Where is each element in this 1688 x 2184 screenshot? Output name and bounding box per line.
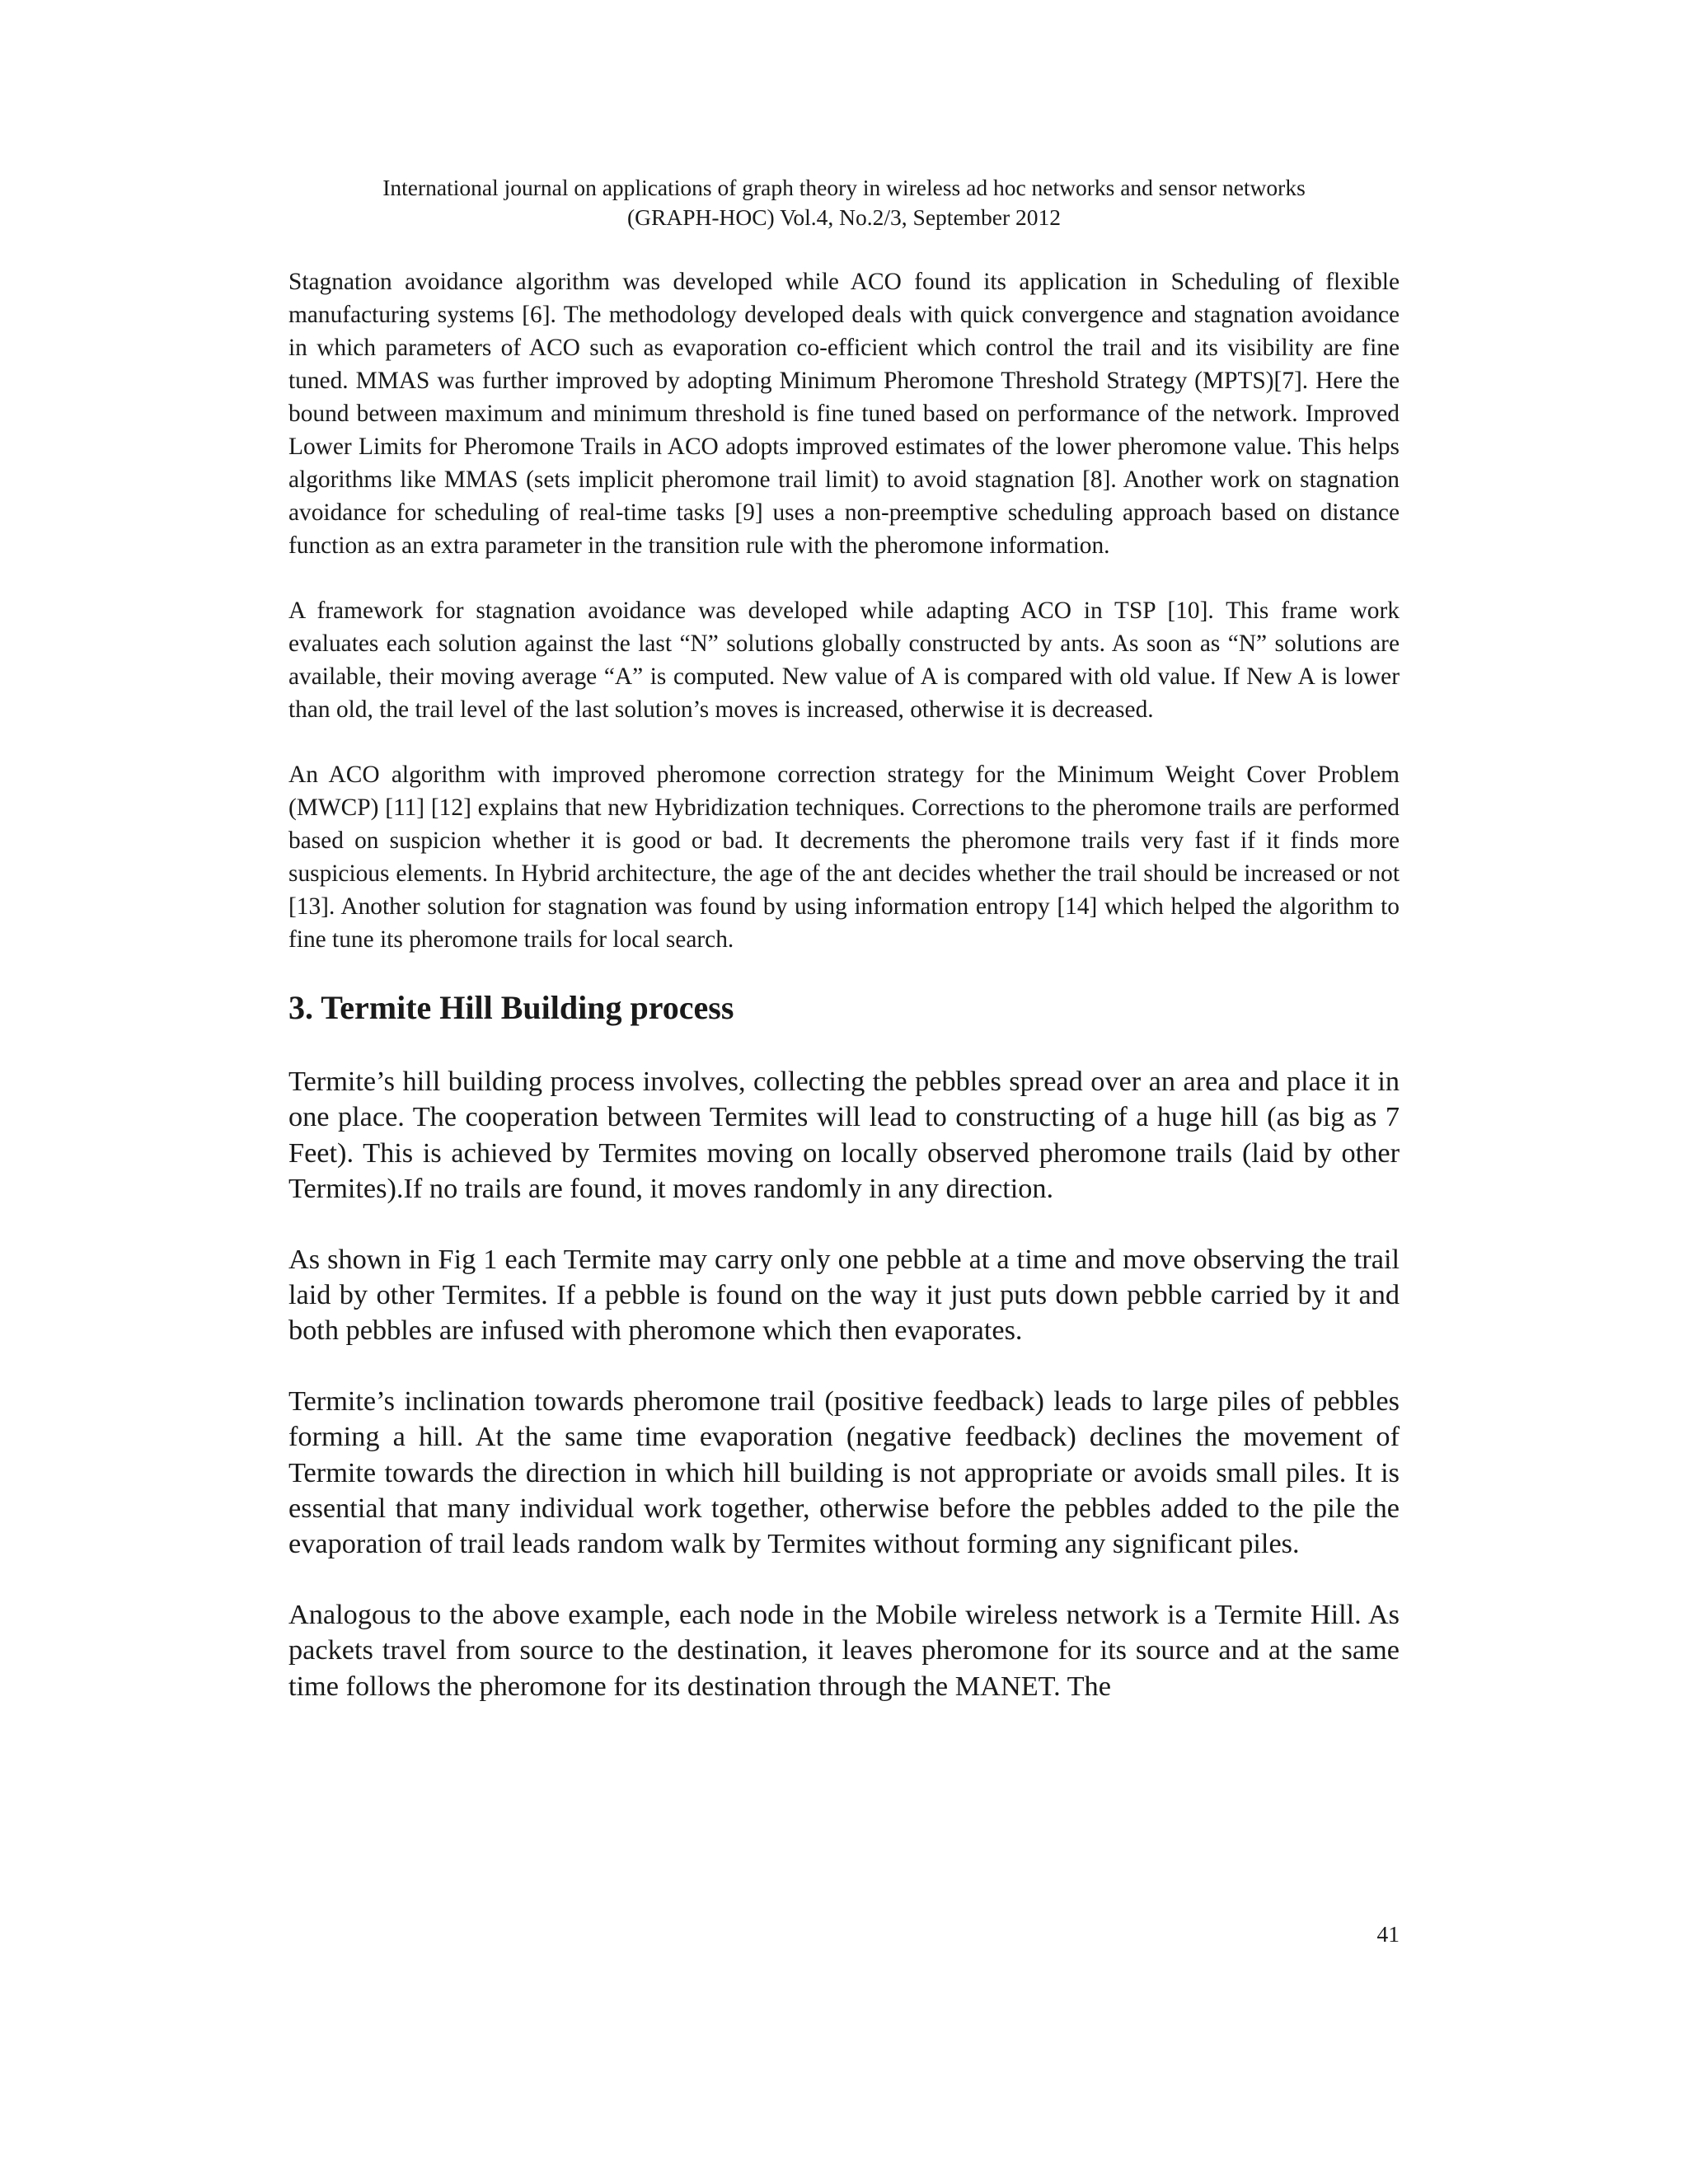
section-heading: 3. Termite Hill Building process	[288, 989, 734, 1026]
journal-issue: (GRAPH-HOC) Vol.4, No.2/3, September 2012	[626, 204, 1062, 230]
paragraph-stagnation-avoidance: Stagnation avoidance algorithm was developed while ACO found its application in Scheduling of flexible manufacturing systems [6]. The methodology developed deals with quick convergence and stagnation avoidance in which parameters of ACO such as evaporation co-efficient which control the trail and its visibility are fine tuned. MMAS was further improved by adopting Minimum Pheromone Threshold Strategy (MPTS)[7]. Here the bound between maximum and minimum threshold is fine tuned based on performance of the network. Improved Lower Limits for Pheromone Trails in ACO adopts improved estimates of the lower pheromone value. This helps algorithms like MMAS (sets implicit pheromone trail limit) to avoid stagnation [8]. Another work on stagnation avoidance for scheduling of real-time tasks [9] uses a non-preemptive scheduling approach based on distance function as an extra parameter in the transition rule with the pheromone information.	[288, 269, 1400, 559]
paragraph-hill-building: Termite’s hill building process involves, collecting the pebbles spread over an area and place it in one place. The cooperation between Termites will lead to constructing of a huge hill (as big as 7 Feet). This is achieved by Termites moving on locally observed pheromone trails (laid by other Termites).If no trails are found, it moves randomly in any direction.	[288, 1066, 1400, 1205]
paragraph-mwcp: An ACO algorithm with improved pheromone correction strategy for the Minimum Weight Cover Problem (MWCP) [11] [12] explains that new Hybridization techniques. Corrections to the pheromone trails are performed based on suspicion whether it is good or bad. It decrements the pheromone trails very fast if it finds more suspicious elements. In Hybrid architecture, the age of the ant decides whether the trail should be increased or not [13]. Another solution for stagnation was found by using information entropy [14] which helped the algorithm to fine tune its pheromone trails for local search.	[288, 762, 1400, 953]
paragraph-positive-negative-feedback: Termite’s inclination towards pheromone trail (positive feedback) leads to large piles of pebbles forming a hill. At the same time evaporation (negative feedback) declines the movement of Termite towards the direction in which hill building is not appropriate or avoids small piles. It is essential that many individual work together, otherwise before the pebbles added to the pile the evaporation of trail leads random walk by Termites without forming any significant piles.	[288, 1385, 1400, 1560]
paragraph-tsp-framework: A framework for stagnation avoidance was developed while adapting ACO in TSP [10]. This frame work evaluates each solution against the last “N” solutions globally constructed by ants. As soon as “N” solutions are available, their moving average “A” is computed. New value of A is compared with old value. If New A is lower than old, the trail level of the last solution’s moves is increased, otherwise it is decreased.	[288, 598, 1400, 723]
paragraph-manet-analogy: Analogous to the above example, each node in the Mobile wireless network is a Termite Hill. As packets travel from source to the destination, it leaves pheromone for its source and at the same time follows the pheromone for its destination through the MANET. The	[288, 1598, 1400, 1702]
page-number: 41	[1376, 1921, 1400, 1947]
body-content	[288, 265, 1400, 1739]
paragraph-fig1-pebbles: As shown in Fig 1 each Termite may carry only one pebble at a time and move observing the trail laid by other Termites. If a pebble is found on the way it just puts down pebble carried by it and both pebbles are infused with pheromone which then evaporates.	[288, 1243, 1400, 1347]
journal-title: International journal on applications of graph theory in wireless ad hoc networks and sensor networks	[382, 175, 1306, 200]
running-header	[288, 173, 1400, 232]
